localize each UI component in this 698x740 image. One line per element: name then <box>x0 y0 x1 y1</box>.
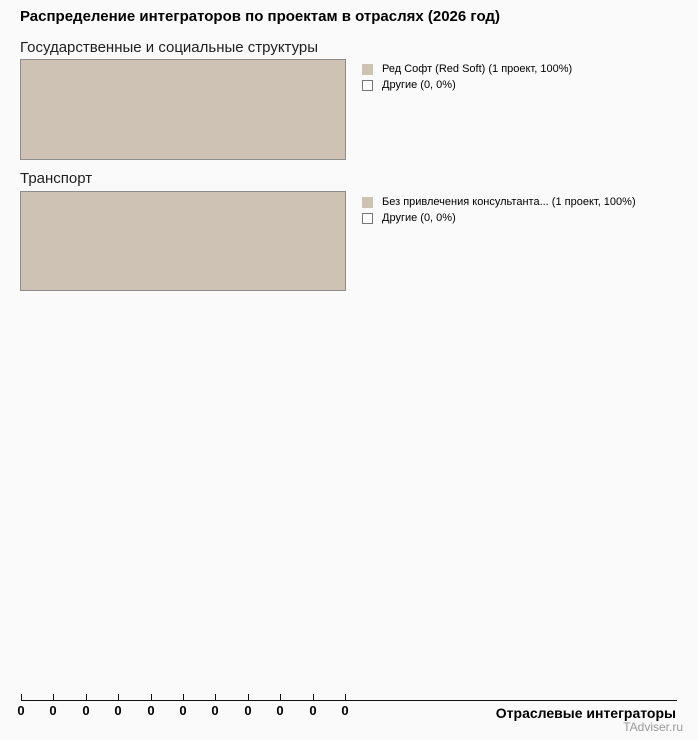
axis-tick <box>151 694 152 701</box>
axis-tick-label: 0 <box>211 703 219 718</box>
legend-government <box>362 63 572 95</box>
legend-label: Без привлечения консультанта... (1 проект, 100%) <box>382 196 636 208</box>
axis-tick-label: 0 <box>341 703 349 718</box>
legend-row <box>362 196 636 208</box>
axis-tick-label: 0 <box>309 703 317 718</box>
category-label-transport: Транспорт <box>20 170 93 187</box>
axis-tick-label: 0 <box>244 703 252 718</box>
axis-tick <box>345 694 346 701</box>
axis-tick-label: 0 <box>147 703 155 718</box>
axis-tick-label: 0 <box>276 703 284 718</box>
bar-segment-no-consultant <box>21 192 345 290</box>
legend-swatch-icon <box>362 197 373 208</box>
legend-row <box>362 63 572 75</box>
legend-swatch-icon <box>362 64 373 75</box>
axis-tick <box>248 694 249 701</box>
category-label-government: Государственные и социальные структуры <box>20 39 319 56</box>
legend-label: Ред Софт (Red Soft) (1 проект, 100%) <box>382 63 573 75</box>
axis-tick <box>280 694 281 701</box>
legend-swatch-icon <box>362 213 373 224</box>
axis-tick <box>313 694 314 701</box>
legend-row <box>362 79 572 91</box>
axis-tick <box>183 694 184 701</box>
watermark: TAdviser.ru <box>623 720 683 734</box>
chart-title: Распределение интеграторов по проектам в отраслях (2026 год) <box>20 8 500 25</box>
axis-tick <box>53 694 54 701</box>
axis-tick <box>21 694 22 701</box>
axis-tick-label: 0 <box>49 703 57 718</box>
axis-tick-label: 0 <box>82 703 90 718</box>
bar-transport <box>20 191 346 291</box>
legend-row <box>362 212 636 224</box>
legend-transport <box>362 196 636 228</box>
axis-tick-label: 0 <box>179 703 187 718</box>
legend-label: Другие (0, 0%) <box>382 212 456 224</box>
x-axis-title: Отраслевые интеграторы <box>495 705 676 721</box>
legend-label: Другие (0, 0%) <box>382 79 456 91</box>
axis-tick-label: 0 <box>114 703 122 718</box>
axis-tick-label: 0 <box>17 703 25 718</box>
bar-government <box>20 59 346 160</box>
axis-tick <box>118 694 119 701</box>
axis-tick <box>215 694 216 701</box>
axis-tick <box>86 694 87 701</box>
x-axis-line <box>21 700 677 701</box>
bar-segment-red-soft <box>21 60 345 159</box>
legend-swatch-icon <box>362 80 373 91</box>
